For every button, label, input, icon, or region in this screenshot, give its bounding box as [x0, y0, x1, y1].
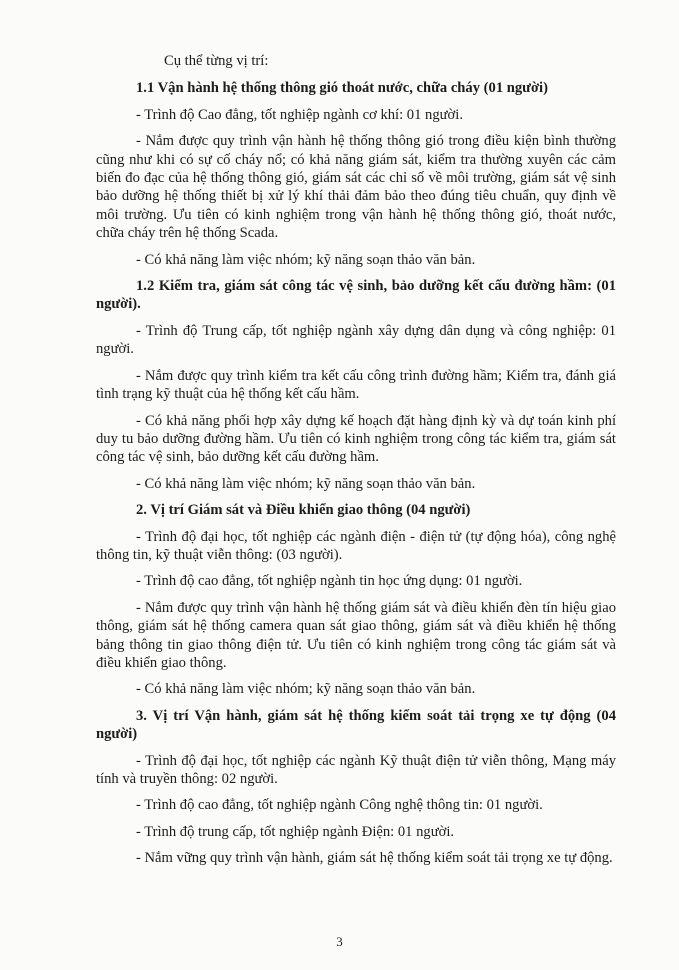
section-3-item: - Nắm vững quy trình vận hành, giám sát hệ thống kiểm soát tải trọng xe tự động.: [136, 850, 613, 867]
section-1-2-item: - Nắm được quy trình kiểm tra kết cấu công trình đường hầm; Kiểm tra, đánh giá tình trạng kỹ thuật của hệ thống kết cấu hầm.: [96, 367, 616, 403]
intro-text: Cụ thể từng vị trí:: [164, 53, 269, 69]
page-number: 3: [336, 934, 343, 949]
section-3-item: - Trình độ cao đẳng, tốt nghiệp ngành Công nghệ thông tin: 01 người.: [136, 797, 543, 814]
document-page: [96, 52, 616, 876]
section-2-item: - Có khả năng làm việc nhóm; kỹ năng soạn thảo văn bản.: [136, 681, 476, 698]
section-3-heading: 3. Vị trí Vận hành, giám sát hệ thống kiểm soát tải trọng xe tự động (04 người): [96, 707, 616, 743]
section-1-1-item: - Có khả năng làm việc nhóm; kỹ năng soạn thảo văn bản.: [136, 251, 476, 268]
section-1-2-heading: 1.2 Kiểm tra, giám sát công tác vệ sinh, bảo dưỡng kết cấu đường hầm: (01 người).: [96, 278, 616, 313]
section-1-1-item: - Trình độ Cao đẳng, tốt nghiệp ngành cơ khí: 01 người.: [136, 106, 463, 123]
section-1-1-item: - Nắm được quy trình vận hành hệ thống thông gió trong điều kiện bình thường cũng như khi có sự cố cháy nổ; có khả năng giám sát, kiểm tra thường xuyên các cảm biến đo đạc của hệ thống thông gió, giám sát các chỉ số về môi trường, giám sát vệ sinh bảo dưỡng hệ thống thiết bị xử lý khí thải đảm bảo theo đúng tiêu chuẩn, quy định về môi trường. Ưu tiên có kinh nghiệm trong vận hành hệ thống thông gió, thoát nước, chữa cháy trên hệ thống Scada.: [96, 133, 616, 242]
section-2-item: - Trình độ đại học, tốt nghiệp các ngành điện - điện tử (tự động hóa), công nghệ thông tin, kỹ thuật viễn thông: (03 người).: [96, 528, 616, 563]
section-1-2-item: - Trình độ Trung cấp, tốt nghiệp ngành xây dựng dân dụng và công nghiệp: 01 người.: [96, 322, 616, 358]
section-3-item: - Trình độ đại học, tốt nghiệp các ngành Kỹ thuật điện tử viễn thông, Mạng máy tính và truyền thông: 02 người.: [96, 752, 616, 787]
section-3-item: - Trình độ trung cấp, tốt nghiệp ngành Điện: 01 người.: [136, 823, 455, 840]
section-1-2-item: - Có khả năng làm việc nhóm; kỹ năng soạn thảo văn bản.: [136, 475, 476, 492]
section-2-item: - Nắm được quy trình vận hành hệ thống giám sát và điều khiển đèn tín hiệu giao thông, giám sát hệ thống camera quan sát giao thông, giám sát và điều khiển hệ thống bảng thông tin giao thông điện tử. Ưu tiên có kinh nghiệm trong công tác giám sát và điều khiển giao thông.: [96, 599, 616, 671]
section-1-1-heading: 1.1 Vận hành hệ thống thông gió thoát nước, chữa cháy (01 người): [136, 80, 548, 97]
section-1-2-item: - Có khả năng phối hợp xây dựng kế hoạch đặt hàng định kỳ và dự toán kinh phí duy tu bảo dưỡng đường hầm. Ưu tiên có kinh nghiệm trong công tác kiểm tra, giám sát công tác vệ sinh, bảo dưỡng kết cấu đường hầm.: [96, 412, 616, 466]
section-2-item: - Trình độ cao đẳng, tốt nghiệp ngành tin học ứng dụng: 01 người.: [136, 573, 523, 590]
section-2-heading: 2. Vị trí Giám sát và Điều khiển giao thông (04 người): [136, 502, 471, 519]
